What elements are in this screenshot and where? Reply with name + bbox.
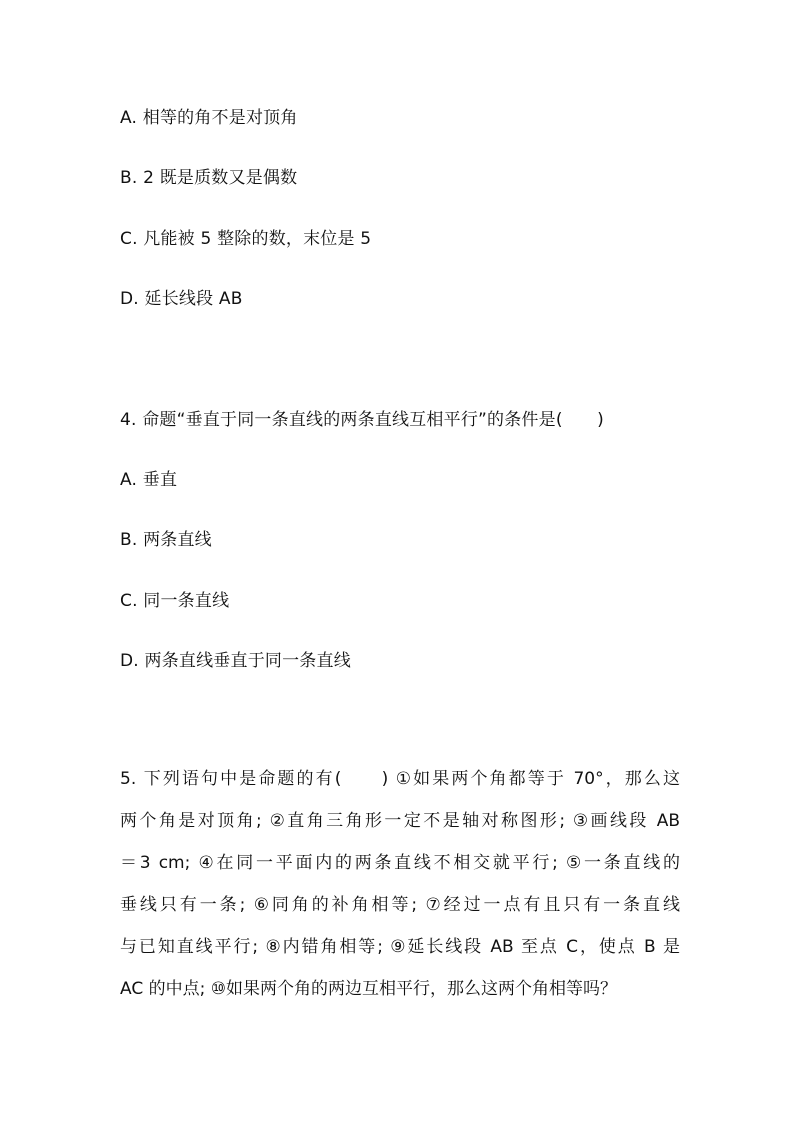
q4-stem: 4. 命题“垂直于同一条直线的两条直线互相平行”的条件是( ) <box>120 410 604 430</box>
q4-option-d: D. 两条直线垂直于同一条直线 <box>120 651 351 671</box>
q5-line-2: 两个角是对顶角; ②直角三角形一定不是轴对称图形; ③画线段 AB <box>120 811 680 831</box>
q5-block <box>120 758 680 1010</box>
q3-option-b: B. 2 既是质数又是偶数 <box>120 168 298 188</box>
q5-line-5: 与已知直线平行; ⑧内错角相等; ⑨延长线段 AB 至点 C，使点 B 是 <box>120 937 680 957</box>
q4-option-b: B. 两条直线 <box>120 530 212 550</box>
q5-line-4: 垂线只有一条; ⑥同角的补角相等; ⑦经过一点有且只有一条直线 <box>120 895 680 915</box>
q4-option-c: C. 同一条直线 <box>120 591 230 611</box>
q5-line-3: ＝3 cm; ④在同一平面内的两条直线不相交就平行; ⑤一条直线的 <box>120 853 680 873</box>
q3-option-a: A. 相等的角不是对顶角 <box>120 108 298 128</box>
q5-line-1: 5. 下列语句中是命题的有( ) ①如果两个角都等于 70°，那么这 <box>120 769 680 789</box>
q4-option-a: A. 垂直 <box>120 470 178 490</box>
q5-line-6: AC 的中点; ⑩如果两个角的两边互相平行，那么这两个角相等吗？ <box>120 979 617 999</box>
q3-option-c: C. 凡能被 5 整除的数，末位是 5 <box>120 229 372 249</box>
q3-option-d: D. 延长线段 AB <box>120 289 243 309</box>
